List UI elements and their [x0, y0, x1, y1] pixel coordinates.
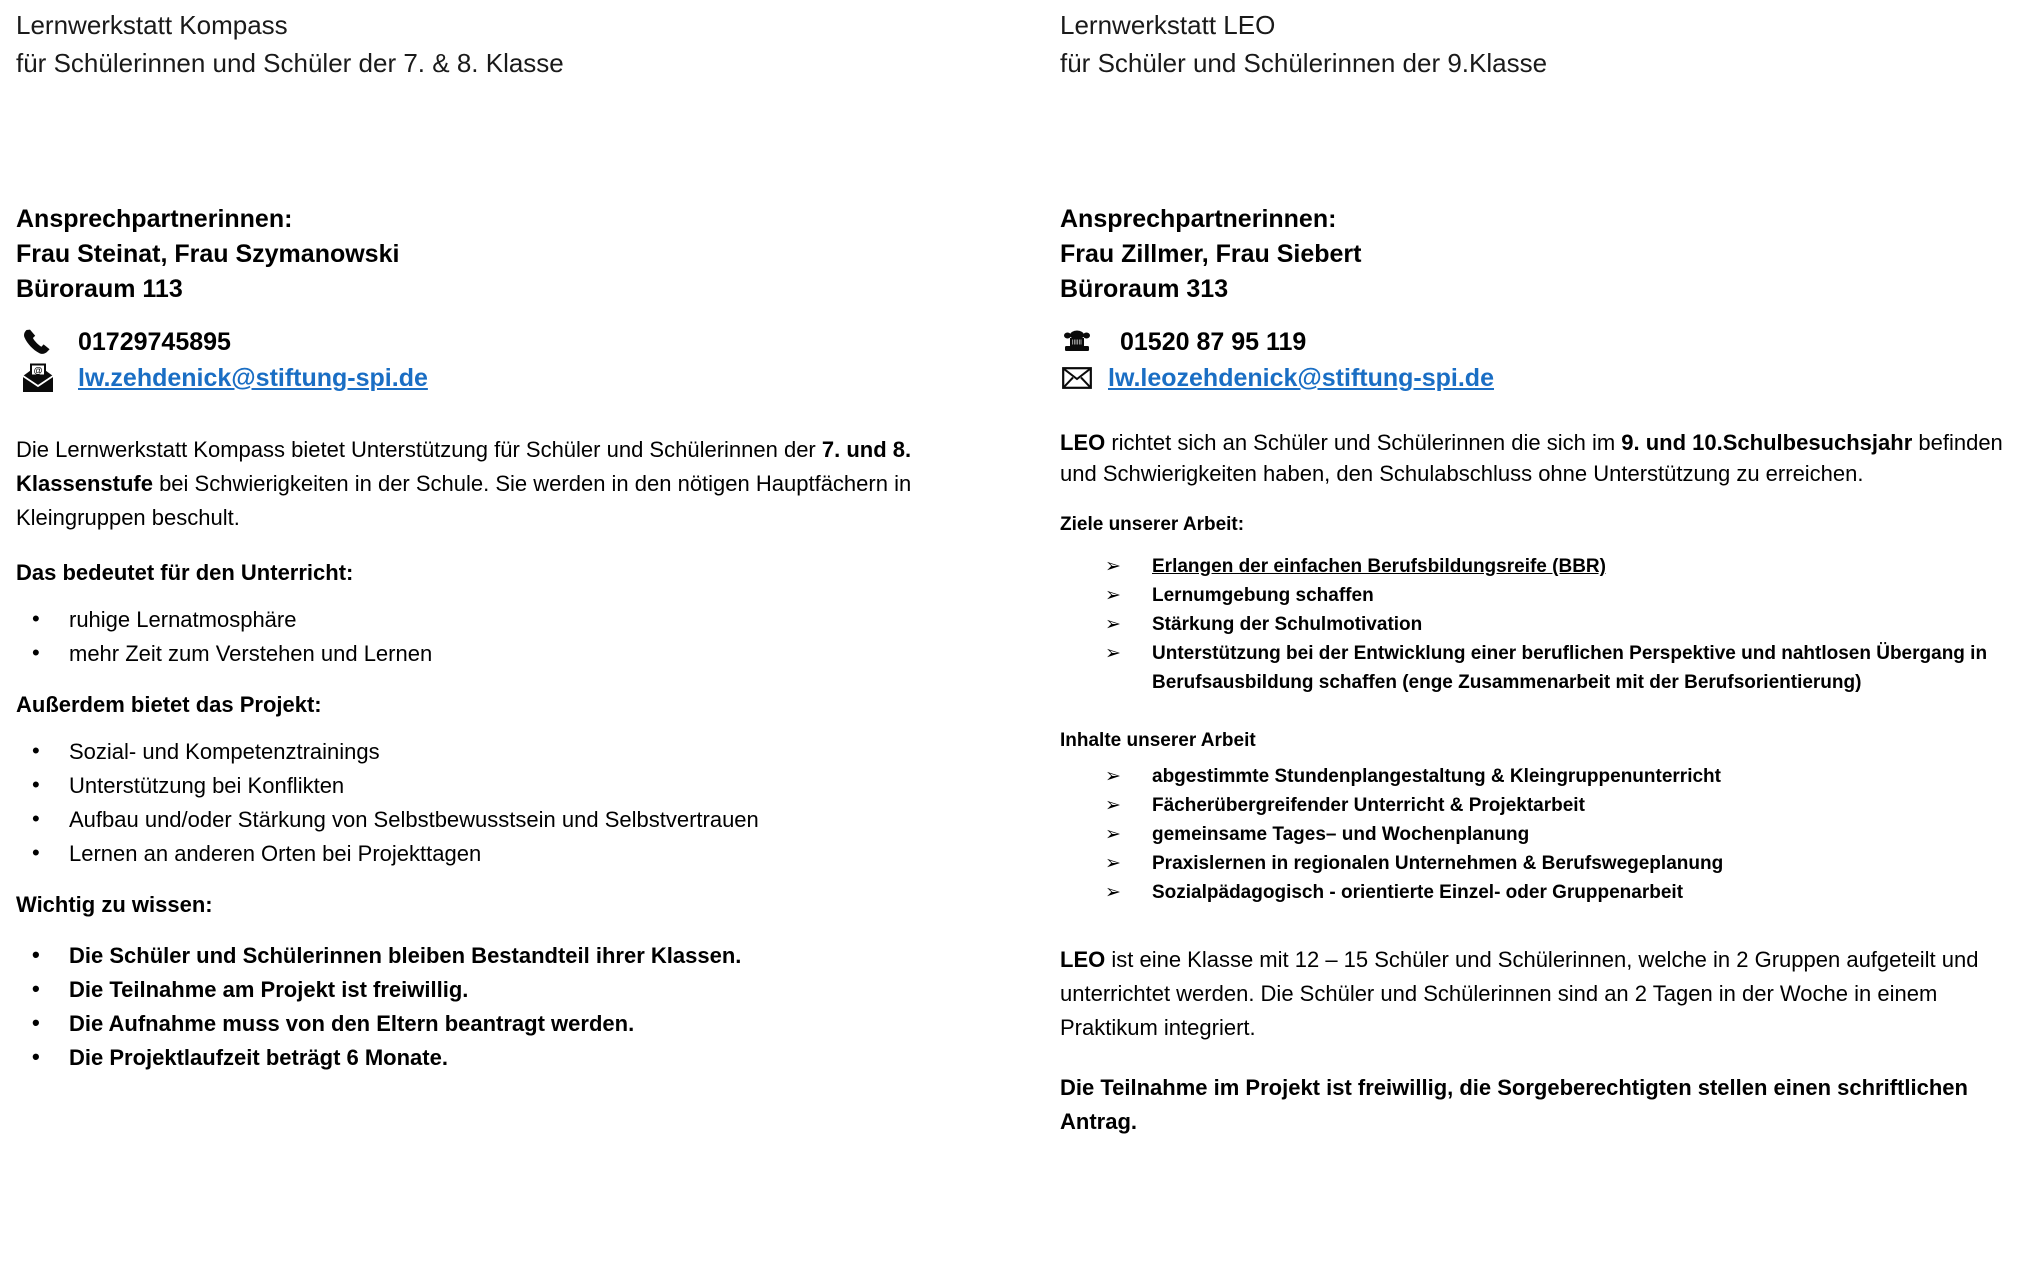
list-item-text: gemeinsame Tages– und Wochenplanung: [1152, 824, 1530, 845]
leo-outro-text: ist eine Klasse mit 12 – 15 Schüler und Schülerinnen, welche in 2 Gruppen aufgeteilt und unterrichtet werden. Die Schüler und Schülerinnen sind an 2 Tagen in der Woche in einem Praktikum integriert.: [1060, 947, 1979, 1040]
column-leo: [1060, 0, 2025, 1139]
arrow-bullet-icon: ➢: [1105, 853, 1121, 874]
list-item: [1060, 878, 2025, 907]
leo-contents-list: [1060, 762, 2025, 907]
list-item-text: Unterstützung bei der Entwicklung einer beruflichen Perspektive und nahtlosen Übergang in Berufsausbildung schaffen (enge Zusammenarbeit mit der Berufsorientierung): [1152, 643, 1988, 693]
kompass-phone-number: 01729745895: [78, 328, 231, 356]
desk-telephone-icon: [1060, 325, 1094, 359]
list-item: [16, 769, 1016, 803]
list-item: [16, 803, 1016, 837]
kompass-section3-heading: Wichtig zu wissen:: [16, 892, 213, 917]
list-item-text: Die Teilnahme am Projekt ist freiwillig.: [69, 977, 469, 1002]
leo-outro-paragraph: [1060, 943, 2025, 1045]
svg-text:@: @: [33, 365, 43, 376]
kompass-intro-paragraph: [16, 433, 1016, 535]
leo-contact-names: Frau Zillmer, Frau Siebert: [1060, 240, 1362, 268]
kompass-phone-row: [16, 325, 1016, 359]
list-item-text: ruhige Lernatmosphäre: [69, 607, 297, 632]
list-item-text: Sozialpädagogisch - orientierte Einzel- oder Gruppenarbeit: [1152, 882, 1684, 903]
list-item: [1060, 610, 2025, 639]
kompass-title-block: [16, 0, 1016, 82]
kompass-section2-heading: Außerdem bietet das Projekt:: [16, 692, 322, 717]
list-item-text: Unterstützung bei Konflikten: [69, 773, 345, 798]
telephone-receiver-icon: [16, 325, 60, 359]
list-item-text: Sozial- und Kompetenztrainings: [69, 739, 380, 764]
list-item-text: Die Projektlaufzeit beträgt 6 Monate.: [69, 1045, 448, 1070]
leo-contents-heading: Inhalte unserer Arbeit: [1060, 730, 1256, 751]
leo-contact-room: Büroraum 313: [1060, 275, 1229, 303]
list-item: [1060, 581, 2025, 610]
leo-email-link[interactable]: lw.leozehdenick@stiftung-spi.de: [1108, 364, 1494, 392]
leo-phone-number: 01520 87 95 119: [1120, 328, 1307, 356]
list-item-text: Aufbau und/oder Stärkung von Selbstbewusstsein und Selbstvertrauen: [69, 807, 759, 832]
arrow-bullet-icon: ➢: [1105, 643, 1121, 664]
leo-intro-paragraph: [1060, 427, 2025, 489]
list-item: [1060, 639, 2025, 697]
list-item-text: mehr Zeit zum Verstehen und Lernen: [69, 641, 433, 666]
list-item-text: Stärkung der Schulmotivation: [1152, 614, 1423, 635]
list-item: [16, 1041, 1016, 1075]
kompass-intro-part1: Die Lernwerkstatt Kompass bietet Unterstützung für Schüler und Schülerinnen der: [16, 437, 822, 462]
list-item-text: Lernumgebung schaffen: [1152, 585, 1374, 606]
arrow-bullet-icon: ➢: [1105, 824, 1121, 845]
leo-intro-bold2: 9. und 10.Schulbesuchsjahr: [1621, 430, 1913, 455]
list-item-text: Erlangen der einfachen Berufsbildungsreife (BBR): [1152, 556, 1606, 577]
kompass-intro-part2: bei Schwierigkeiten in der Schule. Sie werden in den nötigen Hauptfächern in Kleingruppen beschult.: [16, 471, 912, 530]
leo-intro-part1: richtet sich an Schüler und Schülerinnen die sich im: [1105, 430, 1622, 455]
kompass-email-row: [16, 361, 1016, 395]
leo-goals-list: [1060, 552, 2025, 697]
list-item: [1060, 820, 2025, 849]
arrow-bullet-icon: ➢: [1105, 766, 1121, 787]
leo-title-line1: Lernwerkstatt LEO: [1060, 10, 1276, 40]
list-item-text: Lernen an anderen Orten bei Projekttagen: [69, 841, 482, 866]
kompass-contact-names: Frau Steinat, Frau Szymanowski: [16, 240, 400, 268]
list-item: [1060, 762, 2025, 791]
leo-intro-part2: befinden und Schwierigkeiten haben, den Schulabschluss ohne Unterstützung zu erreichen.: [1060, 430, 2003, 486]
arrow-bullet-icon: ➢: [1105, 882, 1121, 903]
list-item-text: Praxislernen in regionalen Unternehmen & Berufswegeplanung: [1152, 853, 1724, 874]
leo-outro-bold: LEO: [1060, 947, 1106, 972]
leo-intro-bold1: LEO: [1060, 430, 1106, 455]
list-item: [16, 939, 1016, 973]
list-item: [16, 973, 1016, 1007]
arrow-bullet-icon: ➢: [1105, 556, 1121, 577]
list-item-text: Die Schüler und Schülerinnen bleiben Bestandteil ihrer Klassen.: [69, 943, 742, 968]
arrow-bullet-icon: ➢: [1105, 795, 1121, 816]
list-item: [1060, 849, 2025, 878]
leo-closing-paragraph: Die Teilnahme im Projekt ist freiwillig, die Sorgeberechtigten stellen einen schriftlichen Antrag.: [1060, 1075, 1968, 1134]
list-item-text: Die Aufnahme muss von den Eltern beantragt werden.: [69, 1011, 635, 1036]
leo-title-block: [1060, 0, 2025, 82]
leo-title-line2: für Schüler und Schülerinnen der 9.Klasse: [1060, 48, 1548, 78]
list-item: [16, 837, 1016, 871]
leo-email-row: [1060, 361, 2025, 395]
kompass-section1-heading: Das bedeutet für den Unterricht:: [16, 560, 354, 585]
kompass-intro-bold: 7. und 8. Klassenstufe: [16, 437, 912, 496]
leo-contact-heading: Ansprechpartnerinnen:: [1060, 205, 1337, 233]
envelope-icon: [1060, 361, 1094, 395]
list-item: [16, 1007, 1016, 1041]
kompass-title-line2: für Schülerinnen und Schüler der 7. & 8. Klasse: [16, 48, 564, 78]
kompass-contact-block: [16, 202, 1016, 395]
list-item: [16, 637, 1016, 671]
kompass-section3-list: [16, 939, 1016, 1075]
kompass-email-link[interactable]: lw.zehdenick@stiftung-spi.de: [78, 364, 428, 392]
kompass-section2-list: [16, 735, 1016, 871]
kompass-title-line1: Lernwerkstatt Kompass: [16, 10, 288, 40]
leo-goals-heading: Ziele unserer Arbeit:: [1060, 514, 1245, 535]
list-item-text: Fächerübergreifender Unterricht & Projektarbeit: [1152, 795, 1585, 816]
kompass-contact-room: Büroraum 113: [16, 275, 183, 303]
list-item: [16, 735, 1016, 769]
open-envelope-at-icon: [16, 361, 60, 395]
arrow-bullet-icon: ➢: [1105, 585, 1121, 606]
list-item: [16, 603, 1016, 637]
kompass-section1-list: [16, 603, 1016, 671]
list-item-text: abgestimmte Stundenplangestaltung & Kleingruppenunterricht: [1152, 766, 1721, 787]
leo-phone-row: [1060, 325, 2025, 359]
list-item: [1060, 552, 2025, 581]
arrow-bullet-icon: ➢: [1105, 614, 1121, 635]
leo-contact-block: [1060, 202, 2025, 395]
list-item: [1060, 791, 2025, 820]
kompass-contact-heading: Ansprechpartnerinnen:: [16, 205, 293, 233]
column-kompass: [16, 0, 1016, 1075]
